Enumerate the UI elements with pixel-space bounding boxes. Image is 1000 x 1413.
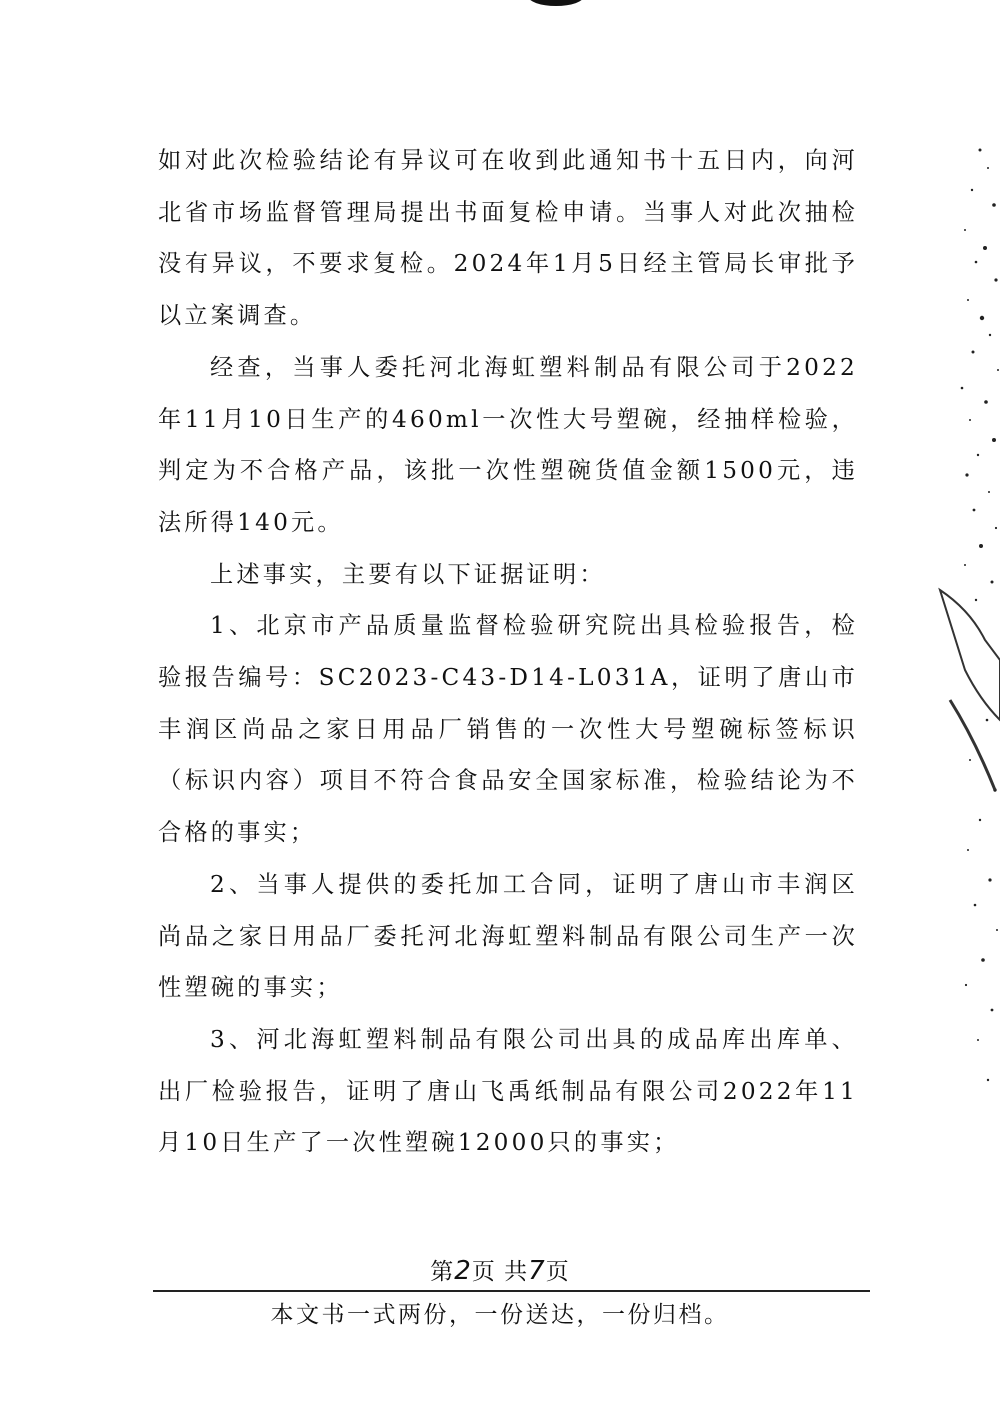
- footer-note: 本文书一式两份，一份送达，一份归档。: [270, 1302, 730, 1328]
- paragraph-evidence-2: 2、当事人提供的委托加工合同，证明了唐山市丰润区尚品之家日用品厂委托河北海虹塑料制品有限公司生产一次性塑碗的事实；: [158, 870, 858, 1002]
- footer-divider: [153, 1290, 870, 1292]
- page-number-current: 2: [454, 1256, 472, 1286]
- paragraph-evidence-3: 3、河北海虹塑料制品有限公司出具的成品库出库单、出厂检验报告，证明了唐山飞禹纸制品有限公司2022年11月10日生产了一次性塑碗12000只的事实；: [158, 1025, 858, 1157]
- body-text: [158, 135, 858, 1169]
- paragraph-investigation-findings: 经查，当事人委托河北海虹塑料制品有限公司于2022年11月10日生产的460ml一次性大号塑碗，经抽样检验，判定为不合格产品，该批一次性塑碗货值金额1500元，违法所得140元。: [158, 353, 858, 536]
- scan-mark: [528, 0, 584, 6]
- page-counter: [0, 1253, 1000, 1286]
- paragraph-evidence-intro: 上述事实，主要有以下证据证明：: [210, 560, 606, 588]
- scan-edge-noise: [910, 0, 1000, 1413]
- page-counter-prefix: 第: [430, 1259, 455, 1285]
- paragraph-evidence-1: 1、北京市产品质量监督检验研究院出具检验报告，检验报告编号：SC2023-C43-D14-L031A，证明了唐山市丰润区尚品之家日用品厂销售的一次性大号塑碗标签标识（标识内容）项目不符合食品安全国家标准，检验结论为不合格的事实；: [158, 612, 858, 847]
- paragraph-objection-notice: 如对此次检验结论有异议可在收到此通知书十五日内，向河北省市场监督管理局提出书面复检申请。当事人对此次抽检没有异议，不要求复检。2024年1月5日经主管局长审批予以立案调查。: [158, 147, 858, 330]
- page-counter-suffix: 页: [545, 1259, 570, 1285]
- page-counter-middle: 页 共: [471, 1259, 529, 1285]
- page-number-total: 7: [528, 1256, 546, 1286]
